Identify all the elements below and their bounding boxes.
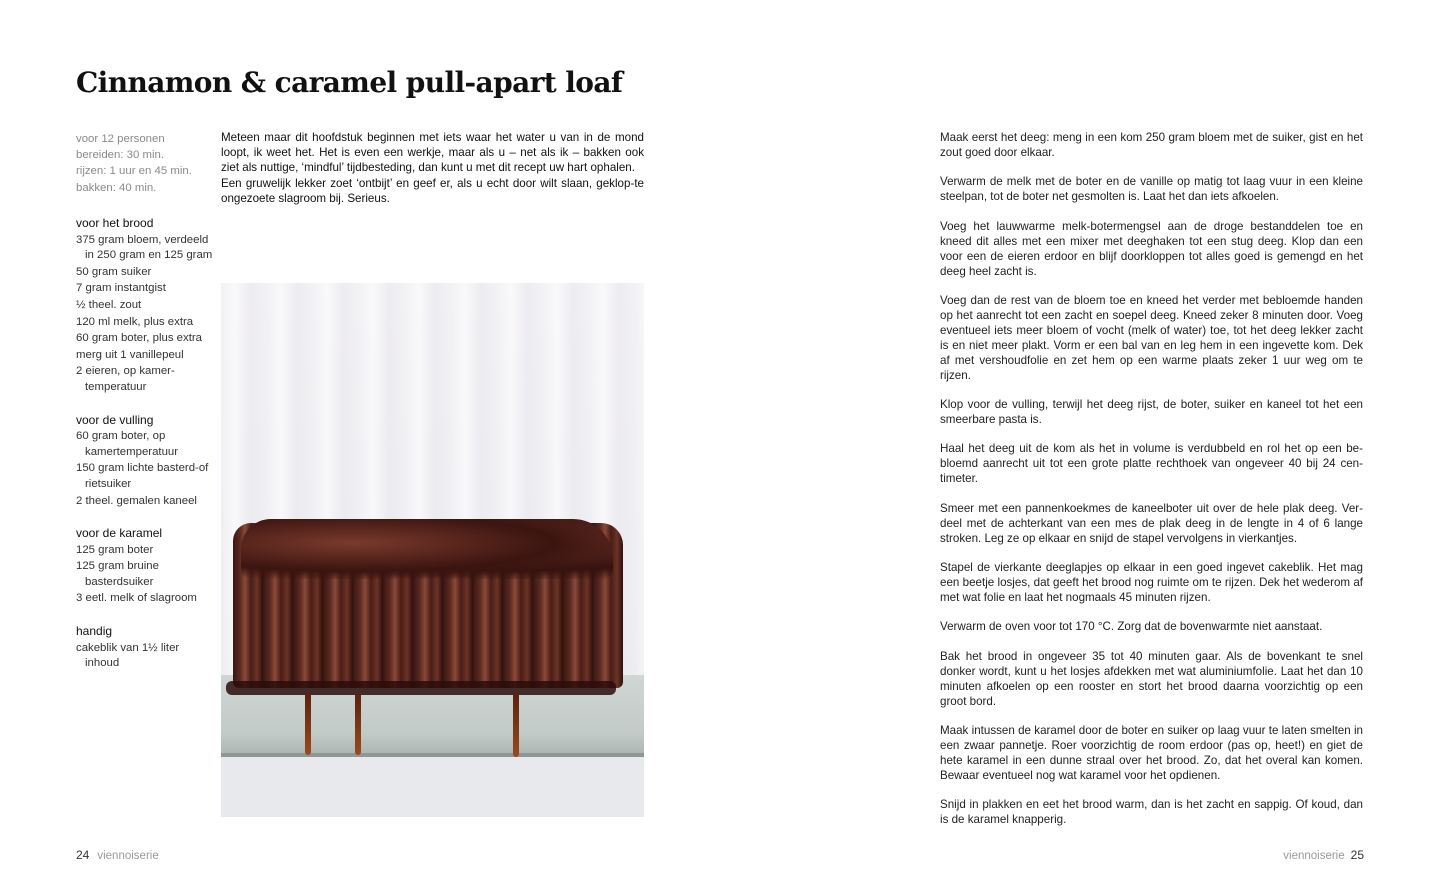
ingredient-group-karamel xyxy=(76,526,216,607)
ingredient-item: 375 gram bloem, verdeeld in 250 gram en 125 gram xyxy=(76,233,213,262)
ingredient-item: 60 gram boter, plus extra xyxy=(76,332,202,345)
ingredient-item: 125 gram bruine basterdsuiker xyxy=(76,560,159,588)
step-paragraph: Voeg het lauwwarme melk-botermengsel aan de droge bestanddelen toe en kneed dit alles met een mixer met deeghaken tot een stug deeg. Klop dan een voor een de eieren erdoor en blijf doorkloppen tot alles goed is gemengd en het deeg heel zacht is. xyxy=(940,219,1363,278)
step-paragraph: Stapel de vierkante deeglapjes op elkaar in een goed ingevet cakeblik. Het mag een beetje losjes, dat geeft het brood nog ruimte om te rijzen. Dek het wederom af met wat folie en laat het nogmaals 45 minuten rijzen. xyxy=(940,561,1363,604)
step-paragraph: Maak intussen de karamel door de boter en suiker op laag vuur te laten smelten in een zwaar pannetje. Roer voorzichtig de room erdoor (pas op, heet!) en giet de hete karamel in een dunne straal over het brood. Zo, dat het overal kan komen. Bewaar eventueel nog wat karamel voor het opdienen. xyxy=(940,724,1363,782)
step-paragraph: Voeg dan de rest van de bloem toe en kneed het verder met bebloemde handen op het aanrecht tot een zacht en soepel deeg. Kneed zeker 8 minuten door. Voeg eventueel iets meer bloem of vocht (melk of water) toe, tot het deeg lekker zacht is en niet meer plakt. Vorm er een bal van en leg hem in een ingevette kom. Dek af met vershoudfolie en zet hem op een warme plaats zeker 1 uur weg om te rijzen. xyxy=(940,294,1363,382)
ingredient-item: ½ theel. zout xyxy=(76,298,142,311)
ingredient-group-handig xyxy=(76,624,216,672)
step-paragraph: Verwarm de melk met de boter en de vanille op matig tot laag vuur in een kleine steelpan, tot de boter net gesmolten is. Laat het dan iets afkoelen. xyxy=(940,175,1363,204)
prep-time: bereiden: 30 min. xyxy=(76,149,165,162)
ingredient-item: 150 gram lichte basterd-of rietsuiker xyxy=(76,462,209,490)
photo-caramel-pool xyxy=(226,681,616,695)
step-paragraph: Verwarm de oven voor tot 170 °C. Zorg dat de bovenwarmte niet aanstaat. xyxy=(940,620,1323,634)
step-paragraph: Klop voor de vulling, terwijl het deeg rijst, de boter, suiker en kaneel tot het een smeerbare pasta is. xyxy=(940,398,1363,426)
ingredient-item: 50 gram suiker xyxy=(76,265,152,278)
ingredient-item: 60 gram boter, op kamertemperatuur xyxy=(76,430,179,458)
rise-time: rijzen: 1 uur en 45 min. xyxy=(76,165,192,178)
ingredient-group-heading: voor de vulling xyxy=(76,412,154,427)
ingredient-item: 125 gram boter xyxy=(76,543,154,556)
recipe-steps xyxy=(940,131,1363,843)
step-paragraph: Maak eerst het deeg: meng in een kom 250 gram bloem met de suiker, gist en het zout goed door elkaar. xyxy=(940,131,1363,159)
ingredient-item: 7 gram instantgist xyxy=(76,282,166,295)
bake-time: bakken: 40 min. xyxy=(76,181,157,194)
photo-caramel-drip xyxy=(513,693,519,757)
ingredient-group-heading: voor de karamel xyxy=(76,526,163,541)
intro-paragraph: Een gruwelijk lekker zoet ‘ontbijt’ en geef er, als u echt door wilt slaan, geklop-te ongezoete slagroom bij. Serieus. xyxy=(221,176,644,205)
section-name-left: viennoiserie xyxy=(97,850,159,862)
recipe-intro xyxy=(221,130,644,206)
ingredient-group-heading: voor het brood xyxy=(76,216,154,230)
step-paragraph: Snijd in plakken en eet het brood warm, dan is het zacht en sappig. Of koud, dan is de karamel knapperig. xyxy=(940,798,1363,827)
loaf-photo xyxy=(221,283,644,817)
ingredient-item: 120 ml melk, plus extra xyxy=(76,315,194,328)
photo-caramel-drip xyxy=(305,693,311,755)
step-paragraph: Smeer met een pannenkoekmes de kaneelboter uit over de hele plak deeg. Ver-deel met de achterkant van een mes de plak deeg in de lengte in 4 of 6 lange stroken. Leg ze op elkaar en snijd de stapel vervolgens in vierkantjes. xyxy=(940,501,1363,545)
servings: voor 12 personen xyxy=(76,133,165,145)
folio-left xyxy=(76,848,159,862)
folio-right xyxy=(1283,848,1364,862)
step-paragraph: Haal het deeg uit de kom als het in volume is verdubbeld en rol het op een be-bloemd aanrecht uit tot een grote platte rechthoek van ongeveer 40 bij 24 cen-timeter. xyxy=(940,442,1363,486)
photo-caramel-drip xyxy=(355,693,361,755)
ingredient-item: merg uit 1 vanillepeul xyxy=(76,348,184,361)
ingredient-item: 2 eieren, op kamer-temperatuur xyxy=(76,365,175,393)
photo-surface xyxy=(221,757,644,817)
ingredient-item: 3 eetl. melk of slagroom xyxy=(76,592,197,605)
ingredient-item: cakeblik van 1½ liter inhoud xyxy=(76,641,180,670)
recipe-meta xyxy=(76,131,192,196)
ingredient-group-vulling xyxy=(76,413,216,510)
ingredient-group-heading: handig xyxy=(76,624,113,639)
page-number-right: 25 xyxy=(1350,848,1364,862)
ingredient-group-brood xyxy=(76,216,216,396)
ingredient-item: 2 theel. gemalen kaneel xyxy=(76,494,197,507)
ingredients-list xyxy=(76,216,216,689)
page-number-left: 24 xyxy=(76,848,90,862)
section-name-right: viennoiserie xyxy=(1283,850,1345,862)
step-paragraph: Bak het brood in ongeveer 35 tot 40 minuten gaar. Als de bovenkant te snel donker wordt, kunt u het losjes afdekken met wat aluminiumfolie. Laat het dan 10 minuten afkoelen op een rooster en stort het brood daarna voorzichtig op een groot bord. xyxy=(940,649,1363,708)
photo-caramel-glaze xyxy=(241,519,613,579)
recipe-title: Cinnamon & caramel pull-apart loaf xyxy=(76,66,623,99)
intro-paragraph: Meteen maar dit hoofdstuk beginnen met iets waar het water u van in de mond loopt, ik weet het. Het is even een werkje, maar als u – net als ik – bakken ook ziet als nuttige, ‘mindful’ tijdbesteding, dan kunt u met dit recept uw hart ophalen. xyxy=(221,131,644,175)
